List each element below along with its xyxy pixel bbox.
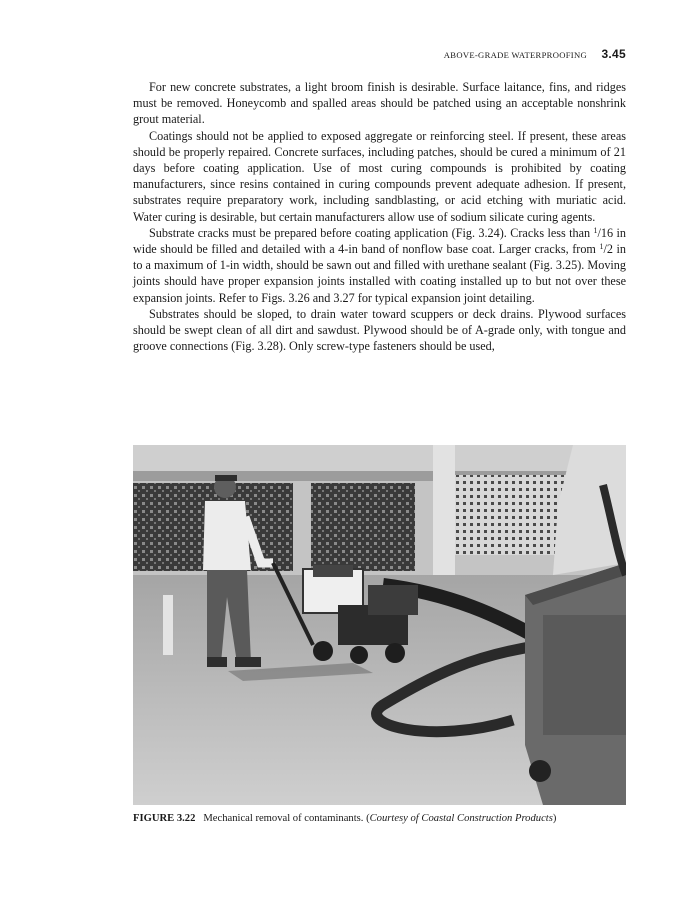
fraction-numerator: 1 [593,225,598,235]
page-number: 3.45 [601,47,626,61]
fraction-denominator: /2 [603,242,613,257]
figure-caption [133,812,626,826]
paragraph-cracks [133,225,626,306]
caption-credit: Courtesy of Coastal Construction Products [369,813,553,824]
fraction-denominator: /16 [597,225,614,240]
cracks-text-3: in to a maximum of 1-in width, should be sawn out and filled with urethane sealant (Fig. 3.25). Moving joints should have proper expansion joints installed with coating installed up to but not over these expansion joints. Refer to Figs. 3.26 and 3.27 for typical expansion joint detailing. [133,242,626,305]
body-text [133,79,626,354]
photo-illustration [133,445,626,805]
paragraph-slope: Substrates should be sloped, to drain water toward scuppers or deck drains. Plywood surfaces should be swept clean of all dirt and sawdust. Plywood should be of A-grade only, with tongue and groove connections (Fig. 3.28). Only screw-type fasteners should be used, [133,306,626,354]
caption-end: ) [552,813,557,824]
paragraph-coatings: Coatings should not be applied to exposed aggregate or reinforcing steel. If present, these areas should be properly repaired. Concrete surfaces, including patches, should be cured a minimum of 21 days before coating application. Use of most curing compounds is prohibited by coating manufacturers, since resins contained in curing compounds prevent adequate adhesion. If present, substrates require preparatory work, including sandblasting, or acid etching with muriatic acid. Water curing is desirable, but certain manufacturers allow use of sodium silicate curing agents. [133,128,626,224]
cracks-text-2: in wide should be filled and detailed with a 4-in band of nonflow base coat. Larger cracks, from [133,225,626,257]
fraction-numerator: 1 [599,242,604,252]
cracks-text-1: Substrate cracks must be prepared before coating application (Fig. 3.24). Cracks less than [149,225,594,240]
figure-photo [133,445,626,805]
paragraph-broom-finish: For new concrete substrates, a light broom finish is desirable. Surface laitance, fins, and ridges must be removed. Honeycomb and spalled areas should be patched using an acceptable nonshrink grout material. [133,80,626,127]
caption-text: Mechanical removal of contaminants. ( [203,813,370,824]
figure-label: FIGURE 3.22 [133,813,196,824]
running-title: ABOVE-GRADE WATERPROOFING [443,50,587,60]
running-header [133,47,626,61]
